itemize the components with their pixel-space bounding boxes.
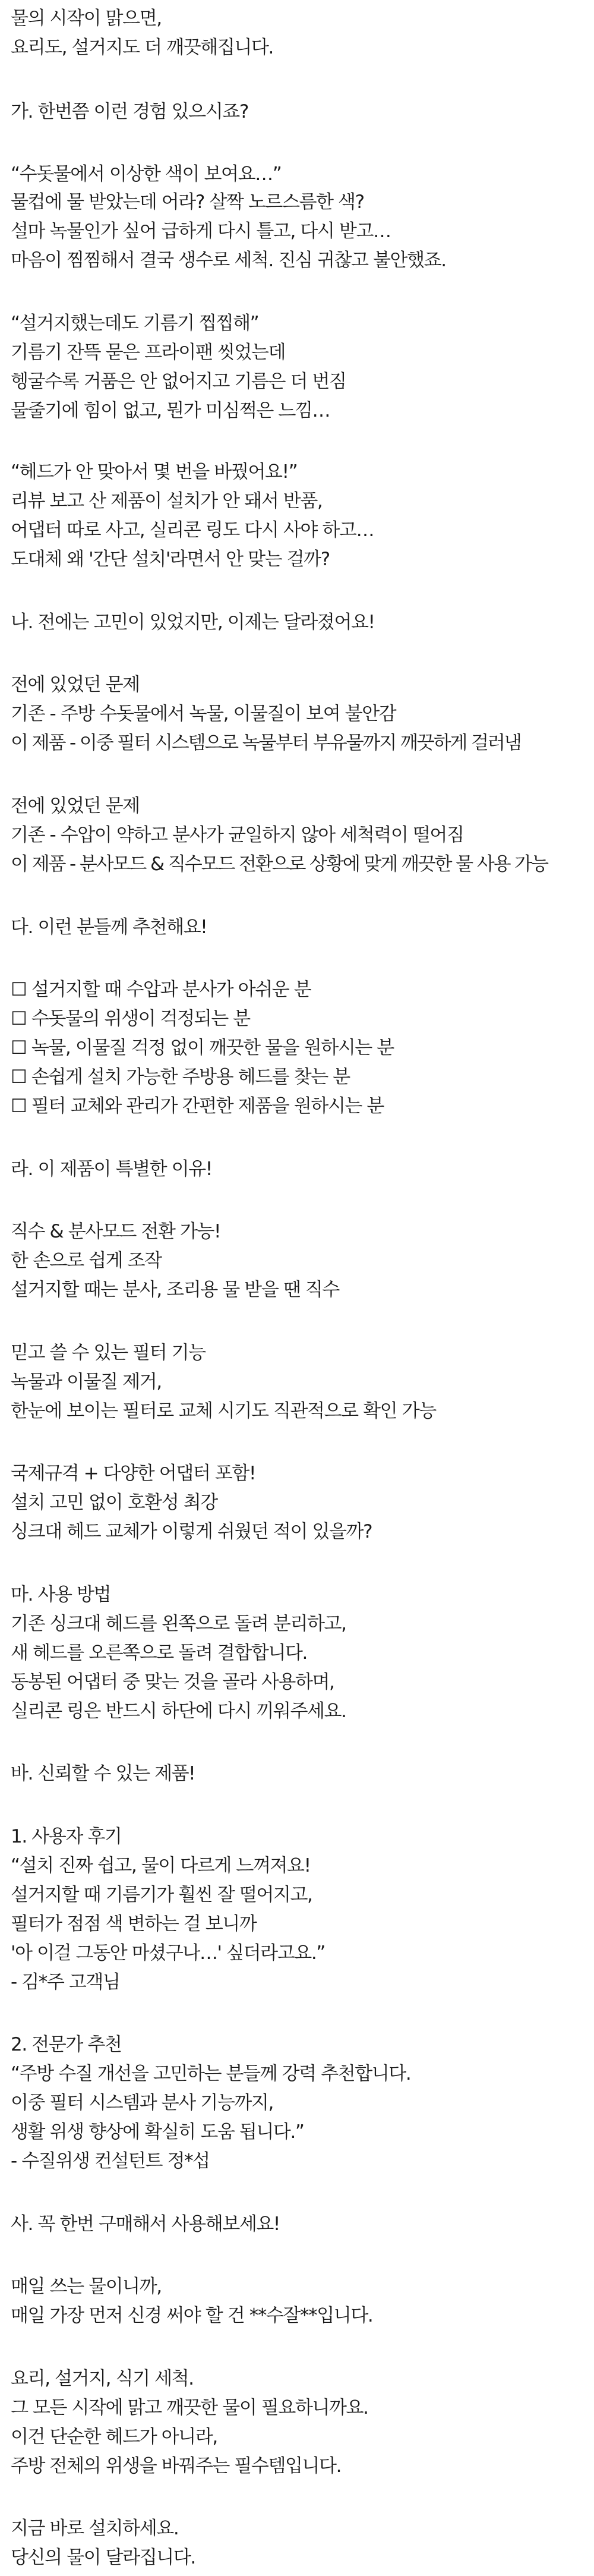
text-line: 리뷰 보고 산 제품이 설치가 안 돼서 반품,	[11, 490, 323, 512]
text-line: 이중 필터 시스템과 분사 기능까지,	[11, 2092, 273, 2114]
text-line: 지금 바로 설치하세요.	[11, 2518, 179, 2539]
text-line: 필터가 점점 색 변하는 걸 보니까	[11, 1913, 257, 1935]
text-line: ☐ 녹물, 이물질 걱정 없이 깨끗한 물을 원하시는 분	[11, 1037, 394, 1059]
text-line: 마음이 찜찜해서 결국 생수로 세척. 진심 귀찮고 불안했죠.	[11, 250, 446, 271]
text-line: 마. 사용 방법	[11, 1584, 111, 1605]
text-line: ☐ 손쉽게 설치 가능한 주방용 헤드를 찾는 분	[11, 1066, 350, 1088]
text-line: 나. 전에는 고민이 있었지만, 이제는 달라졌어요!	[11, 612, 375, 633]
text-line: 이 제품 - 이중 필터 시스템으로 녹물부터 부유물까지 깨끗하게 걸러냄	[11, 732, 521, 754]
text-line: - 김*주 고객님	[11, 1972, 120, 1993]
text-line: 물줄기에 힘이 없고, 뭔가 미심쩍은 느낌…	[11, 400, 330, 421]
text-line: 기존 싱크대 헤드를 왼쪽으로 돌려 분리하고,	[11, 1613, 346, 1635]
text-line: “수돗물에서 이상한 색이 보여요…”	[11, 163, 282, 185]
text-line: 국제규격 + 다양한 어댑터 포함!	[11, 1463, 255, 1484]
text-line: “설치 진짜 쉽고, 물이 다르게 느껴져요!	[11, 1855, 311, 1876]
text-line: 설거지할 때 기름기가 훨씬 잘 떨어지고,	[11, 1884, 312, 1906]
text-line: 당신의 물이 달라집니다.	[11, 2547, 195, 2568]
text-line: 1. 사용자 후기	[11, 1826, 122, 1847]
text-line: ☐ 설거지할 때 수압과 분사가 아쉬운 분	[11, 979, 311, 1000]
text-line: 생활 위생 향상에 확실히 도움 됩니다.”	[11, 2121, 304, 2143]
text-line: ☐ 수돗물의 위생이 걱정되는 분	[11, 1008, 250, 1029]
text-line: 설거지할 때는 분사, 조리용 물 받을 땐 직수	[11, 1279, 339, 1300]
text-line: 새 헤드를 오른쪽으로 돌려 결합합니다.	[11, 1642, 308, 1664]
text-line: 기존 - 주방 수돗물에서 녹물, 이물질이 보여 불안감	[11, 703, 396, 725]
text-line: 2. 전문가 추천	[11, 2034, 122, 2055]
text-line: 직수 & 분사모드 전환 가능!	[11, 1221, 221, 1242]
text-line: 동봉된 어댑터 중 맞는 것을 골라 사용하며,	[11, 1671, 334, 1693]
text-line: 기존 - 수압이 약하고 분사가 균일하지 않아 세척력이 떨어짐	[11, 824, 464, 846]
text-line: 전에 있었던 문제	[11, 674, 140, 695]
text-line: 요리, 설거지, 식기 세척.	[11, 2368, 194, 2389]
text-line: 매일 가장 먼저 신경 써야 할 건 **수잘**입니다.	[11, 2305, 373, 2326]
text-line: 바. 신뢰할 수 있는 제품!	[11, 1763, 195, 1784]
text-line: 한 손으로 쉽게 조작	[11, 1250, 162, 1271]
text-line: 사. 꼭 한번 구매해서 사용해보세요!	[11, 2213, 280, 2235]
text-line: 물의 시작이 맑으면,	[11, 8, 162, 29]
text-line: 설치 고민 없이 호환성 최강	[11, 1492, 217, 1513]
text-line: 다. 이런 분들께 추천해요!	[11, 917, 207, 938]
text-line: 요리도, 설거지도 더 깨끗해집니다.	[11, 37, 273, 58]
text-line: 주방 전체의 위생을 바꿔주는 필수템입니다.	[11, 2455, 342, 2477]
text-line: '아 이걸 그동안 마셨구나…' 싶더라고요.”	[11, 1942, 325, 1964]
text-line: 물컵에 물 받았는데 어라? 살짝 노르스름한 색?	[11, 191, 364, 213]
text-line: 실리콘 링은 반드시 하단에 다시 끼워주세요.	[11, 1700, 346, 1722]
text-line: 녹물과 이물질 제거,	[11, 1371, 162, 1393]
text-line: 가. 한번쯤 이런 경험 있으시죠?	[11, 101, 248, 122]
text-line: 라. 이 제품이 특별한 이유!	[11, 1158, 212, 1180]
text-line: 전에 있었던 문제	[11, 795, 140, 817]
text-line: ☐ 필터 교체와 관리가 간편한 제품을 원하시는 분	[11, 1095, 384, 1117]
text-line: 그 모든 시작에 맑고 깨끗한 물이 필요하니까요.	[11, 2397, 368, 2418]
text-line: 도대체 왜 '간단 설치'라면서 안 맞는 걸까?	[11, 549, 330, 570]
text-line: 이 제품 - 분사모드 & 직수모드 전환으로 상황에 맞게 깨끗한 물 사용 가능	[11, 854, 548, 875]
text-line: “헤드가 안 맞아서 몇 번을 바꿨어요!”	[11, 461, 298, 483]
text-line: “설거지했는데도 기름기 찝찝해”	[11, 313, 259, 334]
text-line: 기름기 잔뜩 묻은 프라이팬 씻었는데	[11, 342, 286, 363]
text-line: 헹굴수록 거품은 안 없어지고 기름은 더 번짐	[11, 371, 346, 392]
text-line: 이건 단순한 헤드가 아니라,	[11, 2426, 217, 2448]
text-line: “주방 수질 개선을 고민하는 분들께 강력 추천합니다.	[11, 2063, 411, 2084]
text-line: - 수질위생 컨설턴트 정*섭	[11, 2150, 210, 2172]
text-line: 믿고 쓸 수 있는 필터 기능	[11, 1342, 206, 1363]
text-line: 싱크대 헤드 교체가 이렇게 쉬웠던 적이 있을까?	[11, 1521, 372, 1542]
text-line: 한눈에 보이는 필터로 교체 시기도 직관적으로 확인 가능	[11, 1400, 436, 1422]
text-line: 매일 쓰는 물이니까,	[11, 2276, 162, 2297]
text-line: 어댑터 따로 사고, 실리콘 링도 다시 사야 하고…	[11, 519, 374, 541]
text-line: 설마 녹물인가 싶어 급하게 다시 틀고, 다시 받고…	[11, 221, 391, 242]
